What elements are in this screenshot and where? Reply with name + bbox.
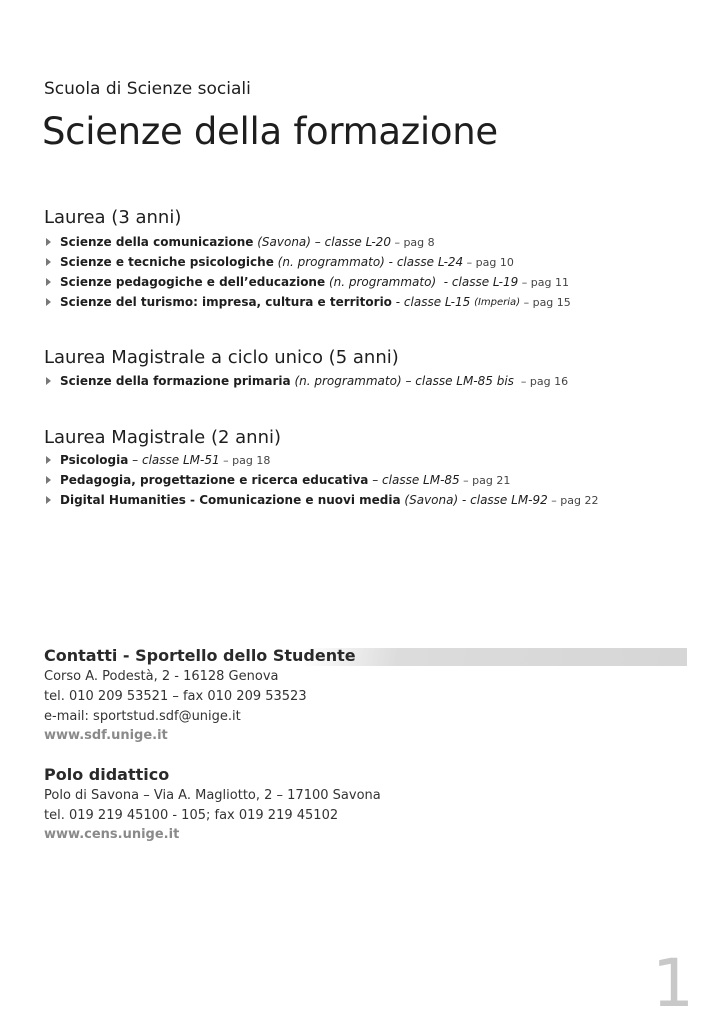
page-ref: – pag 21 <box>459 473 511 487</box>
course-class: classe L-24 <box>396 255 464 269</box>
separator: - <box>458 493 471 507</box>
arrow-right-icon <box>46 456 51 464</box>
list-laurea <box>44 232 571 312</box>
separator: – <box>128 453 142 467</box>
list-item <box>44 232 571 252</box>
section-title-laurea: Laurea (3 anni) <box>44 207 182 228</box>
polo-phone: tel. 019 219 45100 - 105; fax 019 219 45102 <box>44 808 339 823</box>
list-item <box>44 272 571 292</box>
course-location: (Imperia) <box>474 296 521 308</box>
course-class: classe LM-85 <box>382 473 460 487</box>
contacts-address: Corso A. Podestà, 2 - 16128 Genova <box>44 669 279 684</box>
list-magistrale <box>44 450 598 510</box>
course-detail: (n. programmato) <box>328 275 437 289</box>
polo-title: Polo didattico <box>44 765 170 784</box>
course-detail: (Savona) <box>404 493 459 507</box>
list-item <box>44 490 598 510</box>
course-class: classe LM-92 <box>470 493 548 507</box>
contacts-phone: tel. 010 209 53521 – fax 010 209 53523 <box>44 689 307 704</box>
course-detail: (Savona) <box>257 235 311 249</box>
polo-website-link[interactable]: www.cens.unige.it <box>44 827 180 842</box>
list-ciclo-unico <box>44 371 568 391</box>
section-title-ciclo-unico: Laurea Magistrale a ciclo unico (5 anni) <box>44 347 399 368</box>
section-title-magistrale: Laurea Magistrale (2 anni) <box>44 427 282 448</box>
course-detail: (n. programmato) <box>294 374 402 388</box>
course-name: Scienze pedagogiche e dell’educazione <box>60 275 326 289</box>
separator: – <box>401 374 416 388</box>
page-ref: – pag 8 <box>390 235 435 249</box>
arrow-right-icon <box>46 476 51 484</box>
course-class: classe LM-85 bis <box>415 374 514 388</box>
list-item <box>44 450 598 470</box>
course-class: classe LM-51 <box>142 453 220 467</box>
course-class: classe L-19 <box>451 275 519 289</box>
page-ref: – pag 16 <box>513 374 569 388</box>
arrow-right-icon <box>46 377 51 385</box>
arrow-right-icon <box>46 258 51 266</box>
page-ref: – pag 10 <box>463 255 514 269</box>
contacts-title: Contatti - Sportello dello Studente <box>44 646 356 665</box>
page-ref: – pag 15 <box>520 295 571 309</box>
list-item <box>44 292 571 312</box>
arrow-right-icon <box>46 298 51 306</box>
course-class: classe L-20 <box>324 235 391 249</box>
separator: - <box>384 255 397 269</box>
separator: – <box>368 473 383 487</box>
separator: - <box>436 275 452 289</box>
list-item <box>44 371 568 391</box>
page-ref: – pag 18 <box>219 453 271 467</box>
course-name: Digital Humanities - Comunicazione e nuovi media <box>60 493 401 507</box>
course-class: classe L-15 <box>403 295 471 309</box>
page-ref: – pag 22 <box>547 493 599 507</box>
contacts-email: e-mail: sportstud.sdf@unige.it <box>44 709 241 724</box>
arrow-right-icon <box>46 278 51 286</box>
course-name: Scienze della comunicazione <box>60 235 254 249</box>
course-detail: (n. programmato) <box>277 255 385 269</box>
separator: – <box>310 235 325 249</box>
contacts-website-link[interactable]: www.sdf.unige.it <box>44 728 168 743</box>
course-name: Scienze del turismo: impresa, cultura e territorio <box>60 295 392 309</box>
list-item <box>44 252 571 272</box>
polo-address: Polo di Savona – Via A. Magliotto, 2 – 17100 Savona <box>44 788 381 803</box>
page-title: Scienze della formazione <box>42 110 498 153</box>
school-name: Scuola di Scienze sociali <box>44 79 251 99</box>
list-item <box>44 470 598 490</box>
course-name: Pedagogia, progettazione e ricerca educativa <box>60 473 369 487</box>
course-name: Scienze della formazione primaria <box>60 374 291 388</box>
page-number: 1 <box>652 945 694 1022</box>
arrow-right-icon <box>46 496 51 504</box>
course-name: Scienze e tecniche psicologiche <box>60 255 274 269</box>
course-name: Psicologia <box>60 453 129 467</box>
arrow-right-icon <box>46 238 51 246</box>
page-ref: – pag 11 <box>518 275 569 289</box>
separator: - <box>391 295 404 309</box>
